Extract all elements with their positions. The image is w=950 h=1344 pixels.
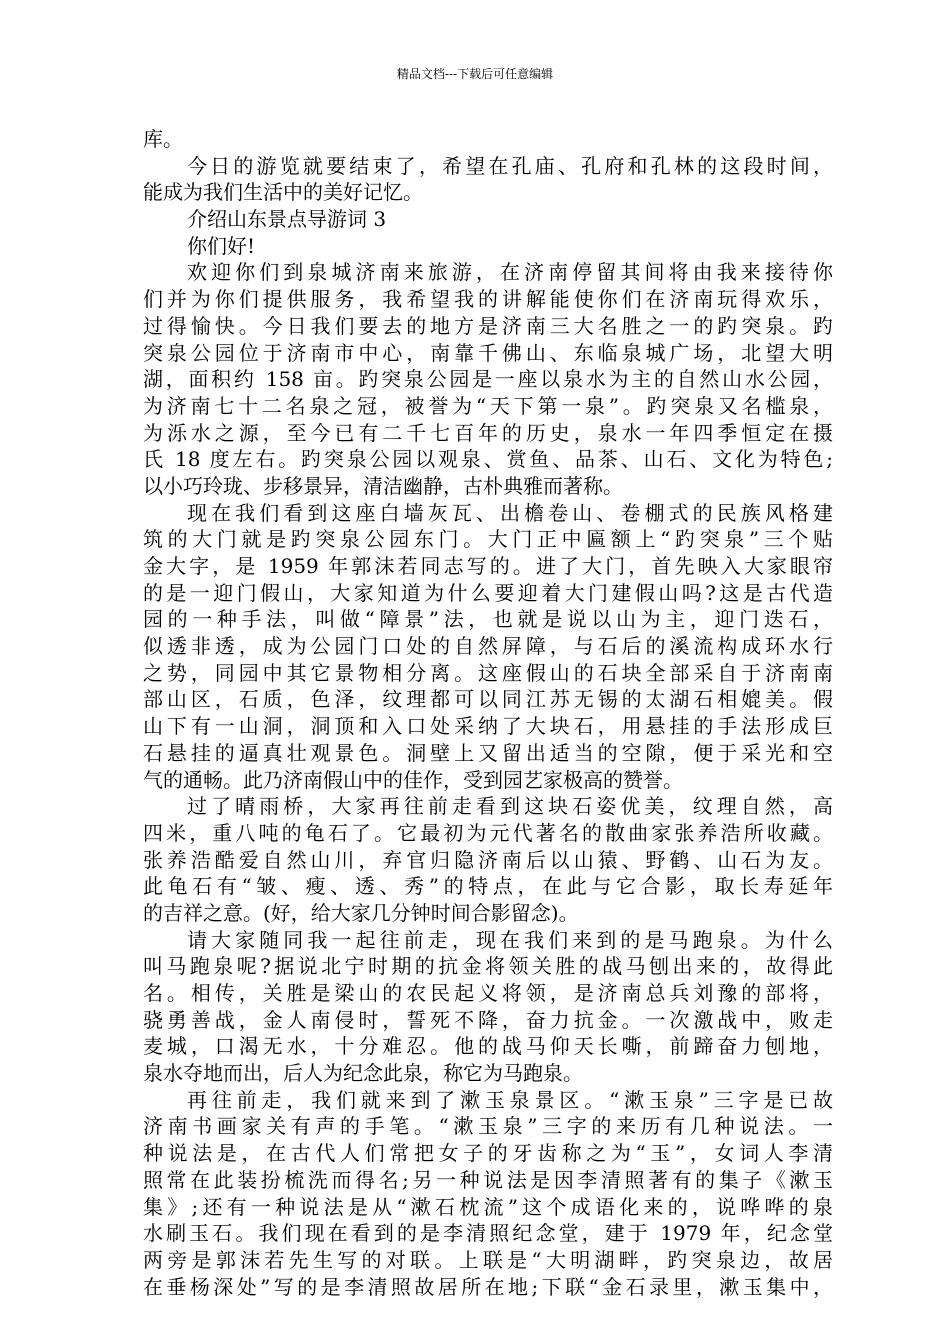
text-line: 库。: [143, 127, 183, 151]
text-line: 两旁是郭沫若先生写的对联。上联是“大明湖畔，趵突泉边，故居: [143, 1247, 833, 1272]
text-line: 今日的游览就要结束了，希望在孔庙、孔府和孔林的这段时间，: [187, 153, 833, 178]
text-line: 湖，面积约 158 亩。趵突泉公园是一座以泉水为主的自然山水公园，: [143, 367, 833, 392]
text-line: 金大字，是 1959 年郭沫若同志写的。进了大门，首先映入大家眼帘: [143, 554, 833, 578]
text-line: 山下有一山洞，洞顶和入口处采纳了大块石，用悬挂的手法形成巨: [143, 714, 833, 739]
text-line: 过了晴雨桥，大家再往前走看到这块石姿优美，纹理自然，高: [187, 794, 833, 819]
text-line: 水刷玉石。我们现在看到的是李清照纪念堂，建于 1979 年，纪念堂: [143, 1221, 833, 1246]
text-line: 叫马跑泉呢?据说北宁时期的抗金将领关胜的战马刨出来的，故得此: [143, 954, 833, 979]
text-line: 为济南七十二名泉之冠，被誉为“天下第一泉”。趵突泉又名槛泉，: [143, 393, 833, 418]
text-line: 园的一种手法，叫做“障景”法，也就是说以山为主，迎门迭石，: [143, 607, 833, 632]
text-line: 之势，同园中其它景物相分离。这座假山的石块全部采自于济南南: [143, 660, 833, 685]
document-body: [143, 126, 833, 1300]
text-line: 现在我们看到这座白墙灰瓦、出檐卷山、卷棚式的民族风格建: [187, 500, 833, 525]
text-line: 你们好!: [187, 233, 256, 258]
text-line: 部山区，石质，色泽，纹理都可以同江苏无锡的太湖石相媲美。假: [143, 687, 833, 712]
text-line: 照常在此装扮梳洗而得名;另一种说法是因李清照著有的集子《漱玉: [143, 1167, 833, 1192]
text-line: 介绍山东景点导游词 3: [187, 207, 387, 232]
text-line: 以小巧玲珑、步移景异，清洁幽静，古朴典雅而著称。: [143, 473, 623, 498]
text-line: 再往前走，我们就来到了漱玉泉景区。“漱玉泉”三字是已故: [187, 1087, 833, 1112]
text-line: 名。相传，关胜是梁山的农民起义将领，是济南总兵刘豫的部将，: [143, 981, 833, 1005]
text-line: 集》;还有一种说法是从“漱石枕流”这个成语化来的，说哗哗的泉: [143, 1194, 833, 1219]
text-line: 们并为你们提供服务，我希望我的讲解能使你们在济南玩得欢乐，: [143, 287, 833, 312]
text-line: 四米，重八吨的龟石了。它最初为元代著名的散曲家张养浩所收藏。: [143, 820, 833, 845]
text-line: 气的通畅。此乃济南假山中的佳作，受到园艺家极高的赞誉。: [143, 767, 683, 792]
text-line: 张养浩酷爱自然山川，弃官归隐济南后以山猿、野鹤、山石为友。: [143, 847, 833, 872]
text-line: 泉水夺地而出，后人为纪念此泉，称它为马跑泉。: [143, 1061, 583, 1086]
text-line: 在垂杨深处”写的是李清照故居所在地;下联“金石录里，漱玉集中，: [143, 1274, 833, 1299]
text-line: 麦城，口渴无水，十分难忍。他的战马仰天长嘶，前蹄奋力刨地，: [143, 1034, 833, 1059]
text-line: 似透非透，成为公园门口处的自然屏障，与石后的溪流构成环水行: [143, 634, 833, 659]
text-line: 过得愉快。今日我们要去的地方是济南三大名胜之一的趵突泉。趵: [143, 313, 833, 338]
text-line: 种说法是，在古代人们常把女子的牙齿称之为“玉”，女词人李清: [143, 1141, 833, 1166]
page-header: 精品文档---下载后可任意编辑: [396, 67, 554, 81]
text-line: 为泺水之源，至今已有二千七百年的历史，泉水一年四季恒定在摄: [143, 420, 833, 445]
text-line: 的吉祥之意。(好，给大家几分钟时间合影留念)。: [143, 900, 579, 925]
text-line: 请大家随同我一起往前走，现在我们来到的是马跑泉。为什么: [187, 927, 833, 952]
text-line: 突泉公园位于济南市中心，南靠千佛山、东临泉城广场，北望大明: [143, 340, 833, 365]
text-line: 济南书画家关有声的手笔。“漱玉泉”三字的来历有几种说法。一: [143, 1114, 833, 1139]
text-line: 欢迎你们到泉城济南来旅游，在济南停留其间将由我来接待你: [187, 260, 833, 285]
text-line: 石悬挂的逼真壮观景色。洞壁上又留出适当的空隙，便于采光和空: [143, 740, 833, 765]
text-line: 此龟石有“皱、瘦、透、秀”的特点，在此与它合影，取长寿延年: [143, 874, 833, 899]
text-line: 能成为我们生活中的美好记忆。: [143, 180, 423, 205]
text-line: 的是一迎门假山，大家知道为什么要迎着大门建假山吗?这是古代造: [143, 580, 833, 605]
text-line: 骁勇善战，金人南侵时，誓死不降，奋力抗金。一次激战中，败走: [143, 1007, 833, 1032]
text-line: 氏 18 度左右。趵突泉公园以观泉、赏鱼、品茶、山石、文化为特色;: [143, 447, 833, 472]
text-line: 筑的大门就是趵突泉公园东门。大门正中匾额上“趵突泉”三个贴: [143, 527, 833, 552]
